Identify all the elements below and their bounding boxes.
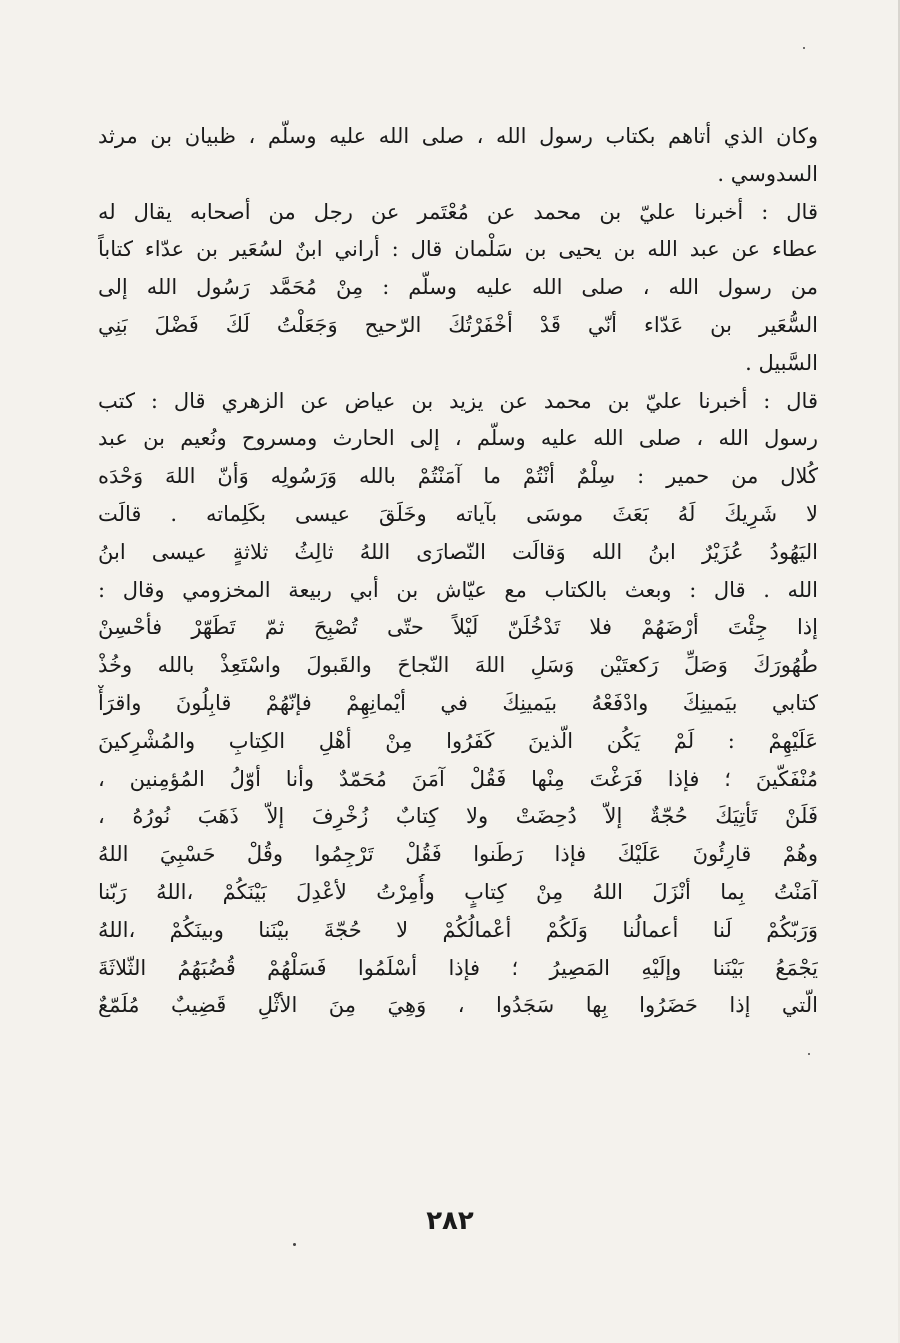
- body-text: [98, 118, 818, 1025]
- text-line: من رسول الله ، صلى الله عليه وسلّم : مِنْ مُحَمَّد رَسُول الله إلى: [98, 275, 818, 300]
- text-line: اليَهُودُ عُزَيْرٌ ابنُ الله وَقالَت النّصارَى اللهُ ثالِثُ ثلاثةٍ عيسى ابنُ: [98, 539, 818, 564]
- text-line: الله . قال : وبعث بالكتاب مع عيّاش بن أبي ربيعة المخزومي وقال :: [98, 577, 818, 602]
- text-line: مُنْفَكّينَ ؛ فإذا فَرَغْتَ مِنْها فَقُلْ آمَنَ مُحَمّدٌ وأنا أوّلُ المُؤمِنين ،: [98, 766, 818, 791]
- text-line: كُلال من حمير : سِلْمٌ أنْتُمْ ما آمَنْتُمْ بالله وَرَسُولِه وَأنّ اللهَ وَحْدَه: [98, 464, 818, 489]
- text-line: وهُمْ قارِئُونَ عَلَيْكَ فإذا رَطَنوا فَقُلْ تَرْجِمُوا وقُلْ حَسْبِيَ اللهُ: [98, 842, 818, 867]
- print-speck: [803, 47, 805, 49]
- text-line: عَلَيْهِمْ : لَمْ يَكُن الّذينَ كَفَرُوا مِنْ أهْلِ الكِتابِ والمُشْرِكينَ: [98, 728, 818, 753]
- text-line: طُهُورَكَ وَصَلِّ رَكعتَيْن وَسَلِ اللهَ النّجاحَ والقَبولَ واسْتَعِذْ بالله وخُذْ: [98, 653, 818, 678]
- text-line: وكان الذي أتاهم بكتاب رسول الله ، صلى الله عليه وسلّم ، ظبيان بن مرثد: [98, 124, 818, 148]
- text-line: السُّعَير بن عَدّاء أنّي قَدْ أخْفَرْتُكَ الرّحيح وَجَعَلْتُ لَكَ فَضْلَ بَنِي: [98, 312, 818, 337]
- text-line: لا شَرِيكَ لَهُ بَعَثَ موسَى بآياته وخَلَقَ عيسى بكَلِماته . قالَت: [98, 501, 818, 526]
- page-number: ٢٨٢: [426, 1206, 474, 1236]
- text-line: قال : أخبرنا عليّ بن محمد عن يزيد بن عياض عن الزهري قال : كتب: [98, 388, 818, 413]
- text-line: السدوسي .: [717, 161, 818, 186]
- print-speck: [293, 1243, 296, 1246]
- text-line: قال : أخبرنا عليّ بن محمد عن مُعْتَمر عن رجل من أصحابه يقال له: [98, 199, 818, 224]
- text-line: كتابي بيَمينِكَ وادْفَعْهُ بيَمينِكَ في أيْمانِهِمْ فإنّهُمْ قابِلُونَ واقرَأْ: [98, 690, 818, 715]
- text-line: السَّبيل .: [745, 350, 818, 375]
- text-line: عطاء عن عبد الله بن يحيى بن سَلْمان قال : أراني ابنٌ لسُعَير بن عدّاء كتاباً: [98, 237, 818, 262]
- print-speck: [808, 1053, 810, 1055]
- text-line: يَجْمَعُ بَيْنَنا وإلَيْهِ المَصِيرُ ؛ فإذا أسْلَمُوا فَسَلْهُمْ قُضُبَهُمُ الثّلاثَةَ: [98, 955, 818, 980]
- text-line: فَلَنْ تَأتِيَكَ حُجّةٌ إلاّ دُحِضَتْ ولا كِتابٌ زُخْرِفَ إلاّ ذَهَبَ نُورُهُ ،: [98, 804, 818, 829]
- text-line: وَرَبّكُمْ لَنا أعمالُنا وَلَكُمْ أعْمالُكُمْ لا حُجّةَ بيْنَنا وبينَكُمْ ،اللهُ: [98, 917, 818, 942]
- text-line: إذا جِئْتَ أرْضَهُمْ فلا تَدْخُلَنّ لَيْلاً حتّى تُصْبِحَ ثمّ تَطَهّرْ فأحْسِنْ: [98, 615, 818, 640]
- text-line: الّتي إذا حَضَرُوا بِها سَجَدُوا ، وَهِيَ مِنَ الأثْلِ قَضِيبٌ مُلَمّعٌ: [98, 993, 818, 1018]
- text-line: رسول الله ، صلى الله عليه وسلّم ، إلى الحارث ومسروح ونُعيم بن عبد: [98, 426, 818, 451]
- text-line: آمَنْتُ بِما أنْزَلَ اللهُ مِنْ كِتابٍ وأُمِرْتُ لأعْدِلَ بَيْنَكُمْ ،اللهُ رَبّنا: [98, 879, 818, 904]
